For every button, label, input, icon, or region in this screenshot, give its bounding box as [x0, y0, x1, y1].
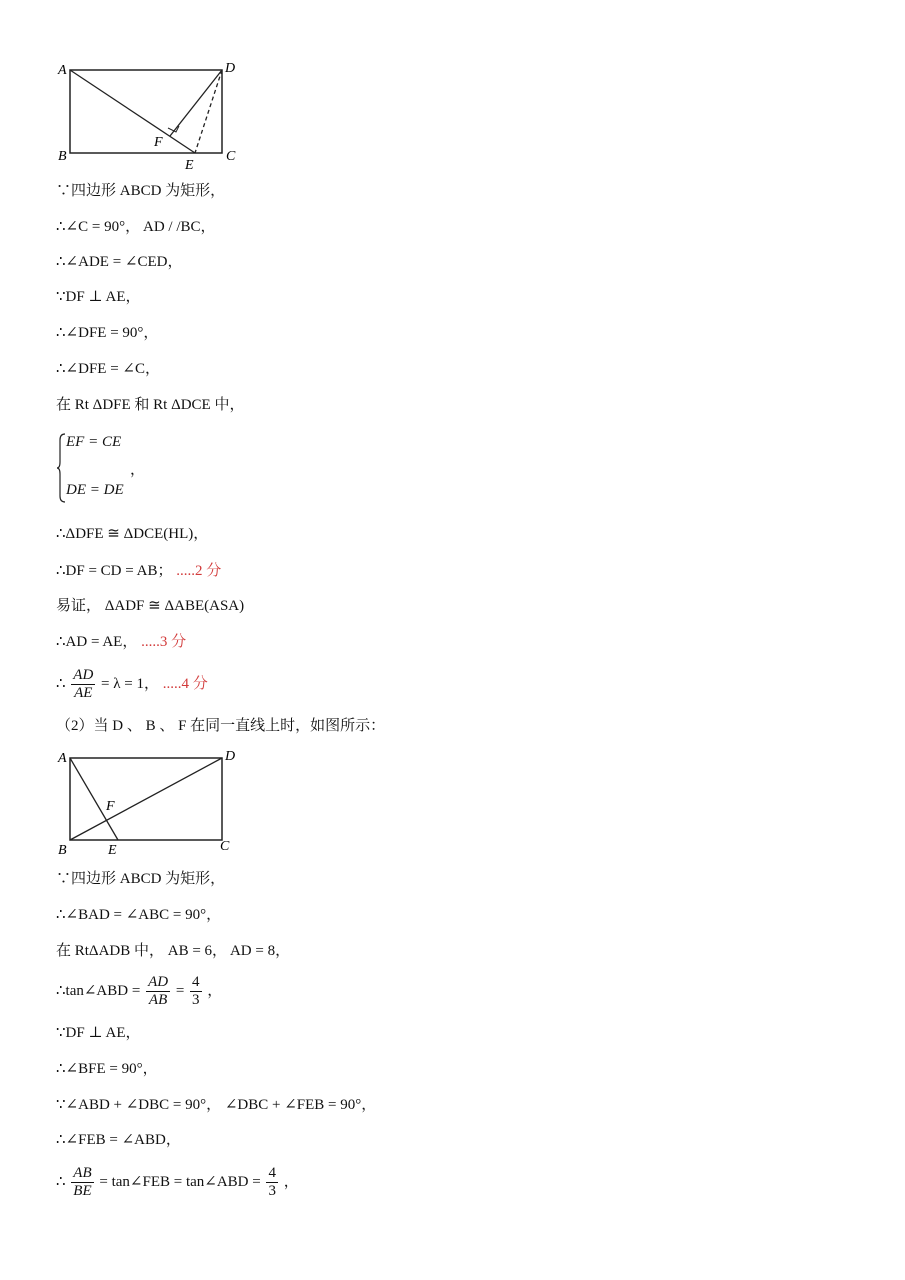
label-a: A [58, 751, 67, 766]
proof-line [56, 664, 208, 704]
fraction-ab-be [71, 1165, 93, 1200]
proof-text: = tan∠FEB = tan∠ABD = [99, 1174, 261, 1190]
therefore-symbol: ∴ [56, 1174, 66, 1190]
proof-line: ∴∠DFE = ∠C， [56, 361, 160, 377]
fraction-numerator: AD [73, 667, 94, 684]
label-b: B [58, 843, 67, 858]
fraction-4-3 [190, 974, 202, 1009]
proof-line: （2）当 D 、 B 、 F 在同一直线上时，如图所示： [56, 718, 386, 734]
fraction-4-3 [266, 1165, 278, 1200]
proof-line: 在 Rt ΔDFE 和 Rt ΔDCE 中， [56, 397, 245, 413]
score-marker: .....2 分 [176, 563, 222, 579]
proof-line: ∵DF ⊥ AE， [56, 1025, 141, 1041]
fraction-denominator: 3 [268, 1183, 276, 1200]
segment-bd [70, 758, 222, 840]
label-d: D [225, 749, 236, 764]
label-c: C [220, 839, 230, 854]
proof-text: ∴tan∠ABD = [56, 983, 141, 999]
label-e: E [185, 158, 194, 173]
proof-line: ∵DF ⊥ AE， [56, 289, 141, 305]
fraction-denominator: AB [148, 992, 168, 1009]
label-f: F [106, 799, 115, 814]
label-b: B [58, 149, 67, 164]
proof-line: ∵四边形 ABCD 为矩形， [56, 871, 226, 887]
proof-text: = λ = 1， [101, 676, 159, 692]
punctuation: ， [283, 1174, 299, 1190]
score-marker: .....3 分 [141, 634, 187, 650]
proof-line [56, 971, 222, 1011]
label-a: A [58, 63, 67, 78]
proof-line [56, 632, 186, 652]
proof-line: ∴∠BFE = 90°， [56, 1061, 158, 1077]
proof-line: 易证， ΔADF ≅ ΔABE(ASA) [56, 598, 245, 614]
equals-sign: = [175, 983, 185, 999]
proof-line: 在 RtΔADB 中， AB = 6， AD = 8， [56, 943, 291, 959]
label-d: D [225, 61, 236, 76]
segment-ae [70, 70, 195, 153]
equation-comma: ， [130, 462, 146, 478]
proof-line [56, 561, 221, 581]
proof-line: ∴∠FEB = ∠ABD， [56, 1132, 181, 1148]
proof-line: ∴∠BAD = ∠ABC = 90°， [56, 907, 222, 923]
label-c: C [226, 149, 236, 164]
proof-line: ∴ΔDFE ≅ ΔDCE(HL)， [56, 526, 209, 542]
proof-text: ∴AD = AE， [56, 634, 138, 650]
label-e: E [108, 843, 117, 858]
label-f: F [154, 135, 163, 150]
equation-bottom: DE = DE [66, 482, 124, 498]
punctuation: ， [207, 983, 223, 999]
proof-line: ∵∠ABD + ∠DBC = 90°， ∠DBC + ∠FEB = 90°， [56, 1097, 377, 1113]
proof-line: ∴∠ADE = ∠CED， [56, 254, 183, 270]
score-marker: .....4 分 [162, 676, 208, 692]
fraction-denominator: 3 [192, 992, 200, 1009]
therefore-symbol: ∴ [56, 676, 66, 692]
proof-line [56, 1162, 299, 1202]
fraction-denominator: AE [74, 685, 93, 702]
fraction-numerator: 4 [268, 1165, 276, 1182]
segment-de-dashed [195, 70, 222, 153]
equation-system [56, 432, 256, 504]
proof-line: ∴∠C = 90°， AD / /BC， [56, 219, 216, 235]
fraction-numerator: AD [148, 974, 169, 991]
proof-line: ∴∠DFE = 90°， [56, 325, 159, 341]
figure-rectangle-1 [52, 56, 252, 176]
segment-df [170, 70, 222, 136]
fraction-ad-ab [146, 974, 170, 1009]
figure-rectangle-2 [52, 744, 252, 859]
rect-abcd [70, 70, 222, 153]
proof-line: ∵四边形 ABCD 为矩形， [56, 183, 226, 199]
equation-top: EF = CE [66, 434, 122, 450]
fraction-denominator: BE [73, 1183, 92, 1200]
fraction-numerator: 4 [192, 974, 200, 991]
fraction-numerator: AB [73, 1165, 92, 1182]
fraction-ad-ae [71, 667, 95, 702]
proof-text: ∴DF = CD = AB； [56, 563, 173, 579]
